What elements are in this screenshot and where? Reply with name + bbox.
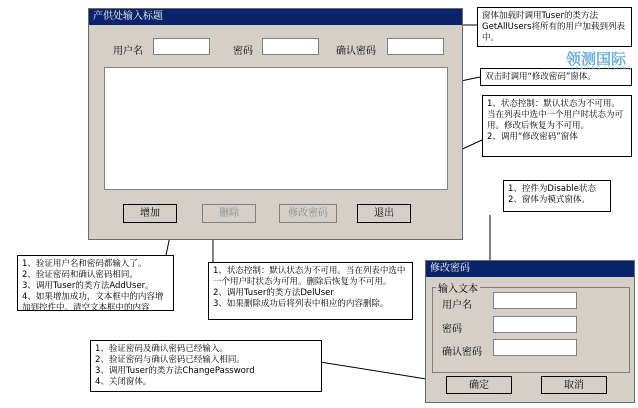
confirm-password-label: 确认密码	[336, 46, 376, 57]
note-form-load: 窗体加载时调用Tuser的类方法GetAllUsers将所有的用户加载到列表中。	[477, 7, 632, 47]
watermark-subtext: LEADING TESTING	[572, 66, 633, 72]
dialog-username-input[interactable]	[493, 292, 577, 309]
main-form-window	[88, 8, 463, 240]
note-ok-button: 1、验证密码及确认密码已经输入。 2、验证密码与确认密码已经输入相同。 3、调用Tuser的类方法ChangePassword 4、关闭窗体。	[90, 340, 322, 392]
delete-button[interactable]: 删除	[202, 204, 256, 223]
dialog-username-label: 用户名	[442, 300, 472, 311]
watermark-logo: 领测国际	[566, 50, 627, 68]
exit-button[interactable]: 退出	[357, 204, 411, 223]
main-form-title: 产供处输入标题	[89, 9, 462, 25]
change-password-title: 修改密码	[426, 261, 634, 277]
password-input[interactable]	[262, 38, 319, 55]
password-label: 密码	[233, 46, 253, 57]
note-add-button: 1、验证用户名和密码都输入了。 2、验证密码和确认密码相同。 3、调用Tuser的类方法AddUser。 4、如果增加成功，文本框中的内容增加到控件中。清空文本框中的内容	[17, 255, 174, 311]
user-list[interactable]	[104, 67, 448, 190]
ok-button[interactable]: 确定	[446, 376, 512, 394]
change-password-window	[425, 260, 635, 403]
dialog-password-input[interactable]	[493, 316, 577, 333]
dialog-password-label: 密码	[442, 324, 462, 335]
note-list-dblclick: 双击时调用“修改密码”窗体。	[480, 68, 632, 86]
note-dialog-properties: 1、控件为Disable状态 2、窗体为模式窗体。	[503, 180, 611, 212]
note-change-button: 1、状态控制：默认状态为不可用。当在列表中选中一个用户时状态为可用。修改后恢复为不可用。 2、调用“修改密码”窗体	[482, 95, 632, 157]
confirm-password-input[interactable]	[387, 38, 444, 55]
cancel-button[interactable]: 取消	[541, 376, 607, 394]
username-input[interactable]	[153, 38, 210, 55]
add-button[interactable]: 增加	[123, 204, 177, 223]
input-text-group-title: 输入文本	[436, 280, 480, 295]
change-password-button[interactable]: 修改密码	[279, 204, 337, 223]
dialog-confirm-password-input[interactable]	[493, 339, 577, 356]
note-delete-button: 1、状态控制：默认状态为不可用。当在列表中选中一个用户时状态为可用。删除后恢复为不可用。 2、调用Tuser的类方法DelUser 3、如果删除成功后将列表中相应的内容删除。	[208, 262, 413, 320]
dialog-confirm-password-label: 确认密码	[442, 347, 482, 358]
username-label: 用户名	[113, 46, 143, 57]
